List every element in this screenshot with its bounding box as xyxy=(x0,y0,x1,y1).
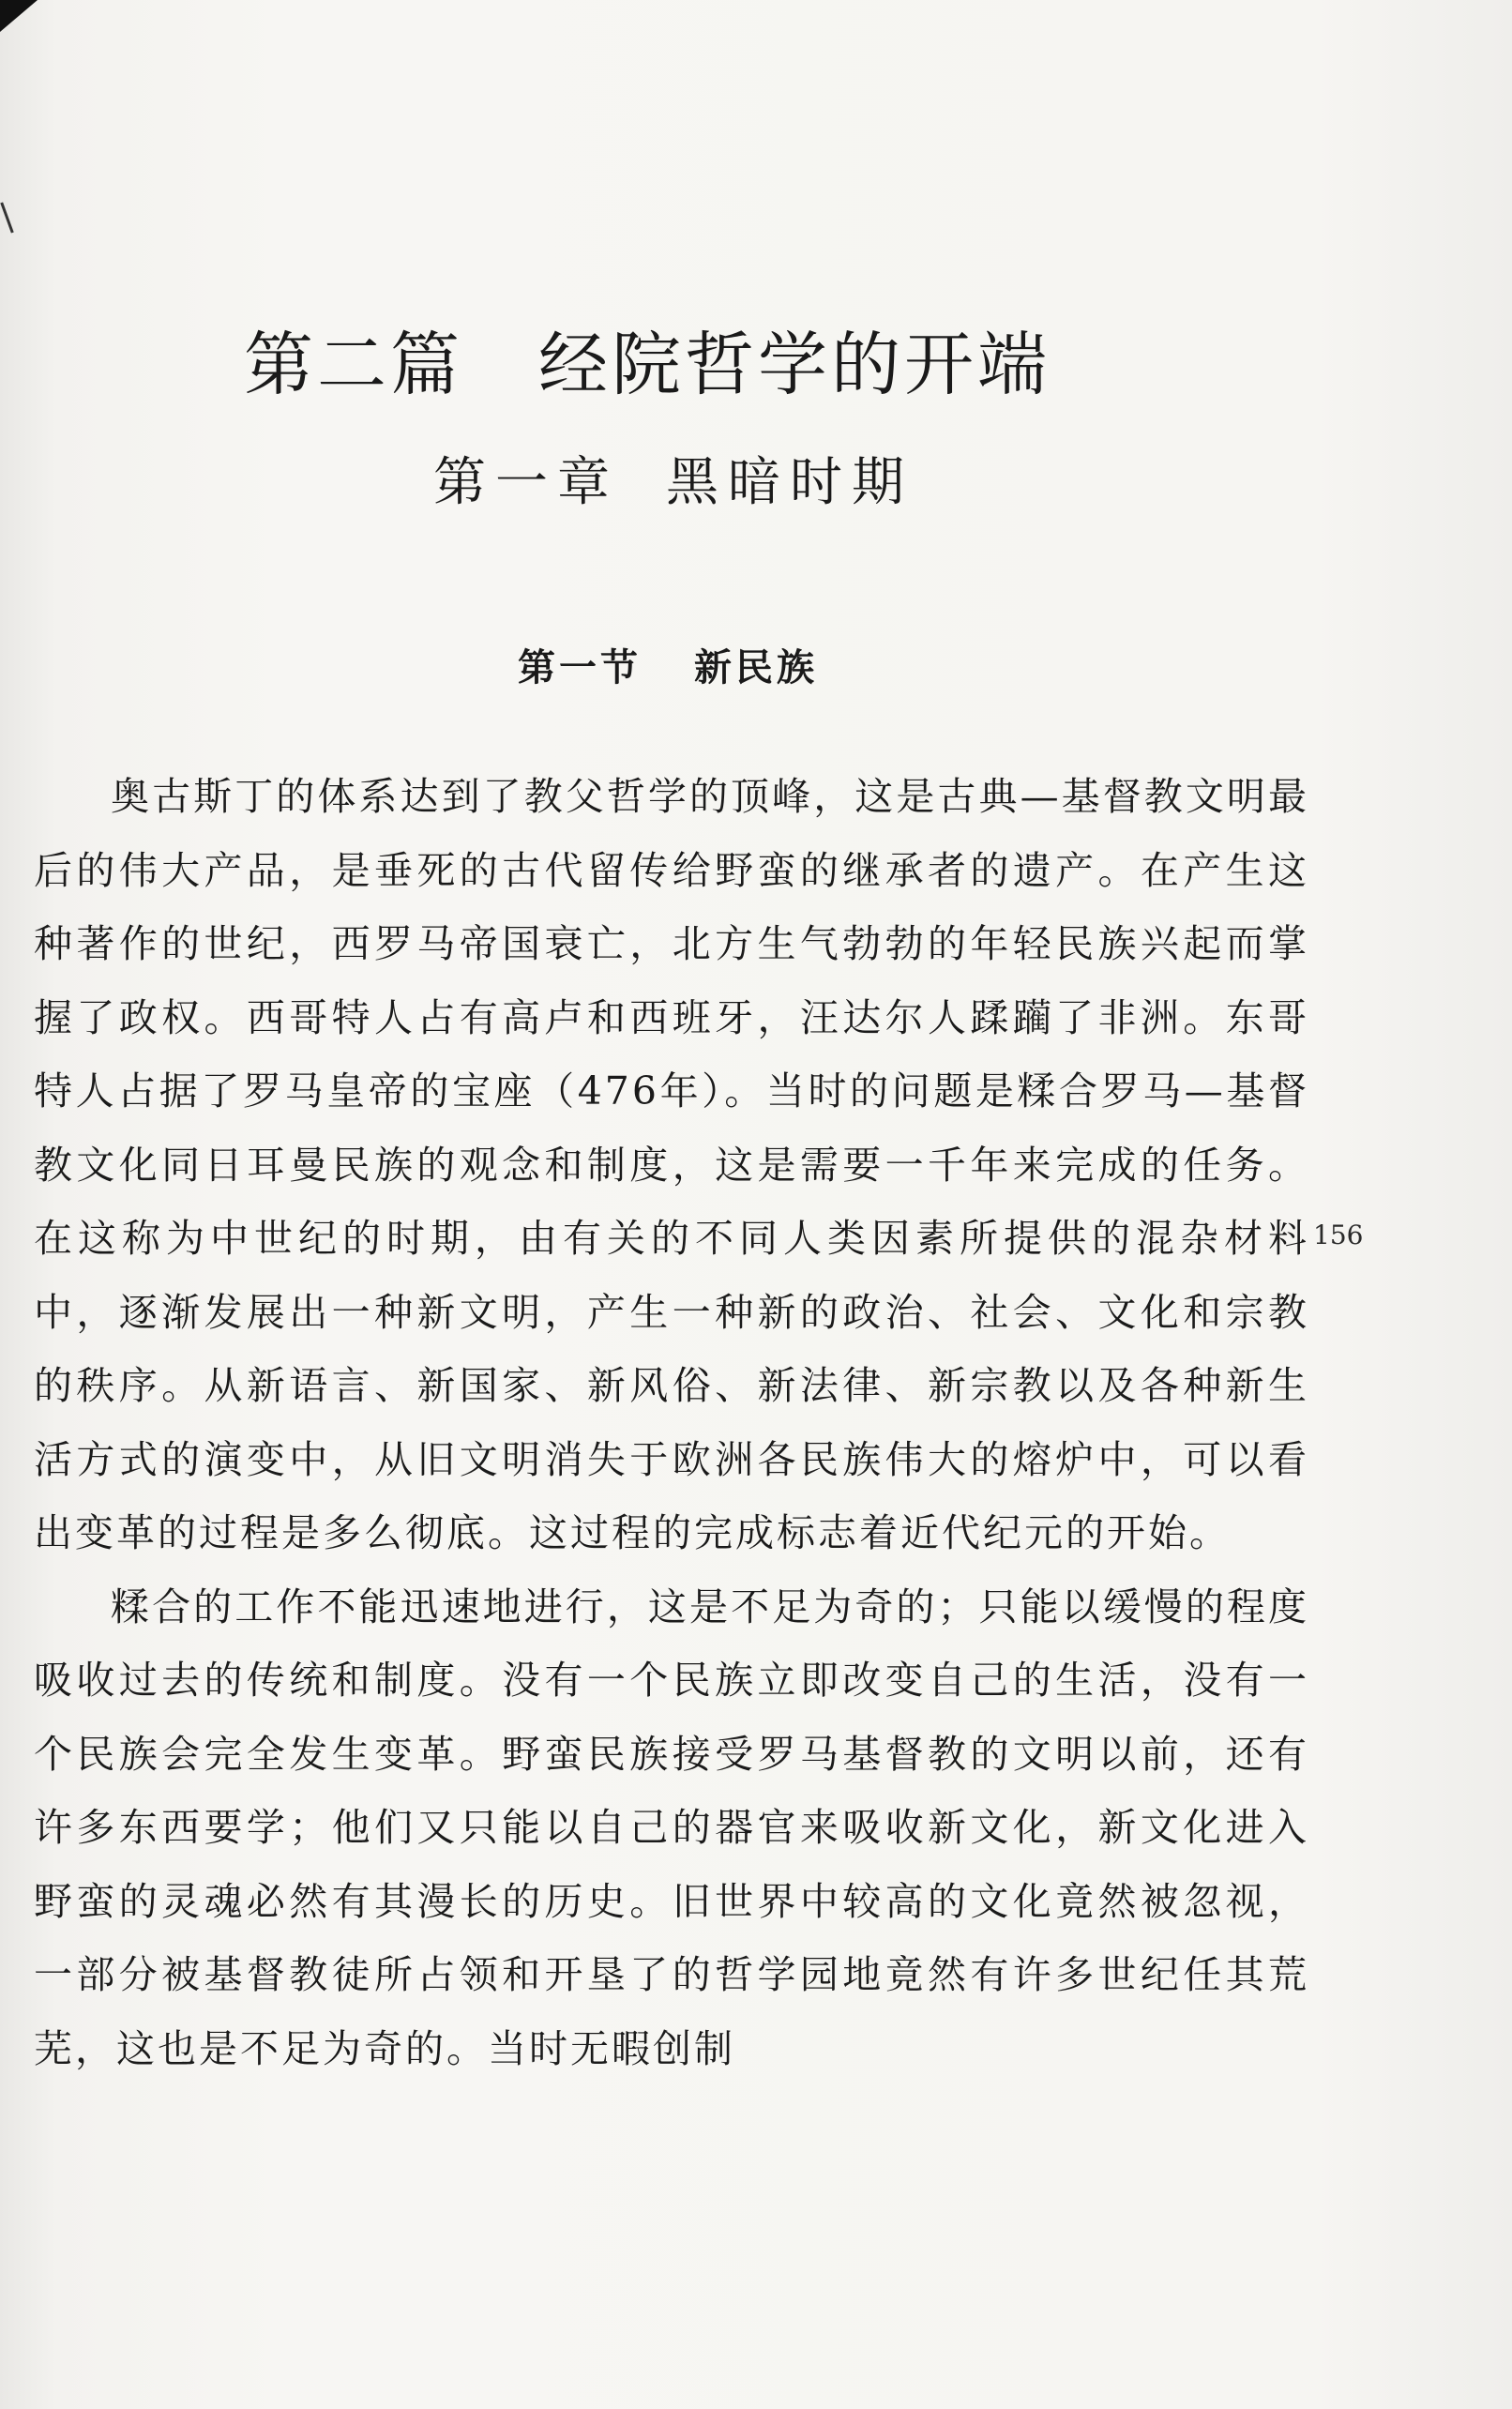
chapter-number: 第一章 xyxy=(433,452,619,513)
scan-edge-mark xyxy=(0,203,13,234)
chapter-name: 黑暗时期 xyxy=(666,452,914,513)
section-name: 新民族 xyxy=(694,646,818,689)
scan-corner-mark xyxy=(0,0,38,32)
part-name: 经院哲学的开端 xyxy=(538,325,1051,405)
paragraph-1: 奥古斯丁的体系达到了教父哲学的顶峰，这是古典—基督教文明最后的伟大产品，是垂死的古代留传给野蛮的继承者的遗产。在产生这种著作的世纪，西罗马帝国衰亡，北方生气勃勃的年轻民族兴起而掌握了政权。西哥特人占有高卢和西班牙，汪达尔人蹂躏了非洲。东哥特人占据了罗马皇帝的宝座（476年）。当时的问题是糅合罗马—基督教文化同日耳曼民族的观念和制度，这是需要一千年来完成的任务。在这称为中世纪的时期，由有关的不同人类因素所提供的混杂材料中，逐渐发展出一种新文明，产生一种新的政治、社会、文化和宗教的秩序。从新语言、新国家、新风俗、新法律、新宗教以及各种新生活方式的演变中，从旧文明消失于欧洲各民族伟大的熔炉中，可以看出变革的过程是多么彻底。这过程的完成标志着近代纪元的开始。 xyxy=(34,774,1309,1555)
body-text xyxy=(34,760,1309,2085)
part-title xyxy=(244,310,1182,409)
part-number: 第二篇 xyxy=(244,325,463,405)
section-number: 第一节 xyxy=(518,646,642,689)
chapter-title xyxy=(433,441,1278,516)
paragraph-2: 糅合的工作不能迅速地进行，这是不足为奇的；只能以缓慢的程度吸收过去的传统和制度。没有一个民族立即改变自己的生活，没有一个民族会完全发生变革。野蛮民族接受罗马基督教的文明以前，还有许多东西要学；他们又只能以自己的器官来吸收新文化，新文化进入野蛮的灵魂必然有其漫长的历史。旧世界中较高的文化竟然被忽视，一部分被基督教徒所占领和开垦了的哲学园地竟然有许多世纪任其荒芜，这也是不足为奇的。当时无暇创制 xyxy=(34,1583,1309,2071)
section-title xyxy=(518,638,818,691)
margin-page-number: 156 xyxy=(1313,1220,1364,1250)
